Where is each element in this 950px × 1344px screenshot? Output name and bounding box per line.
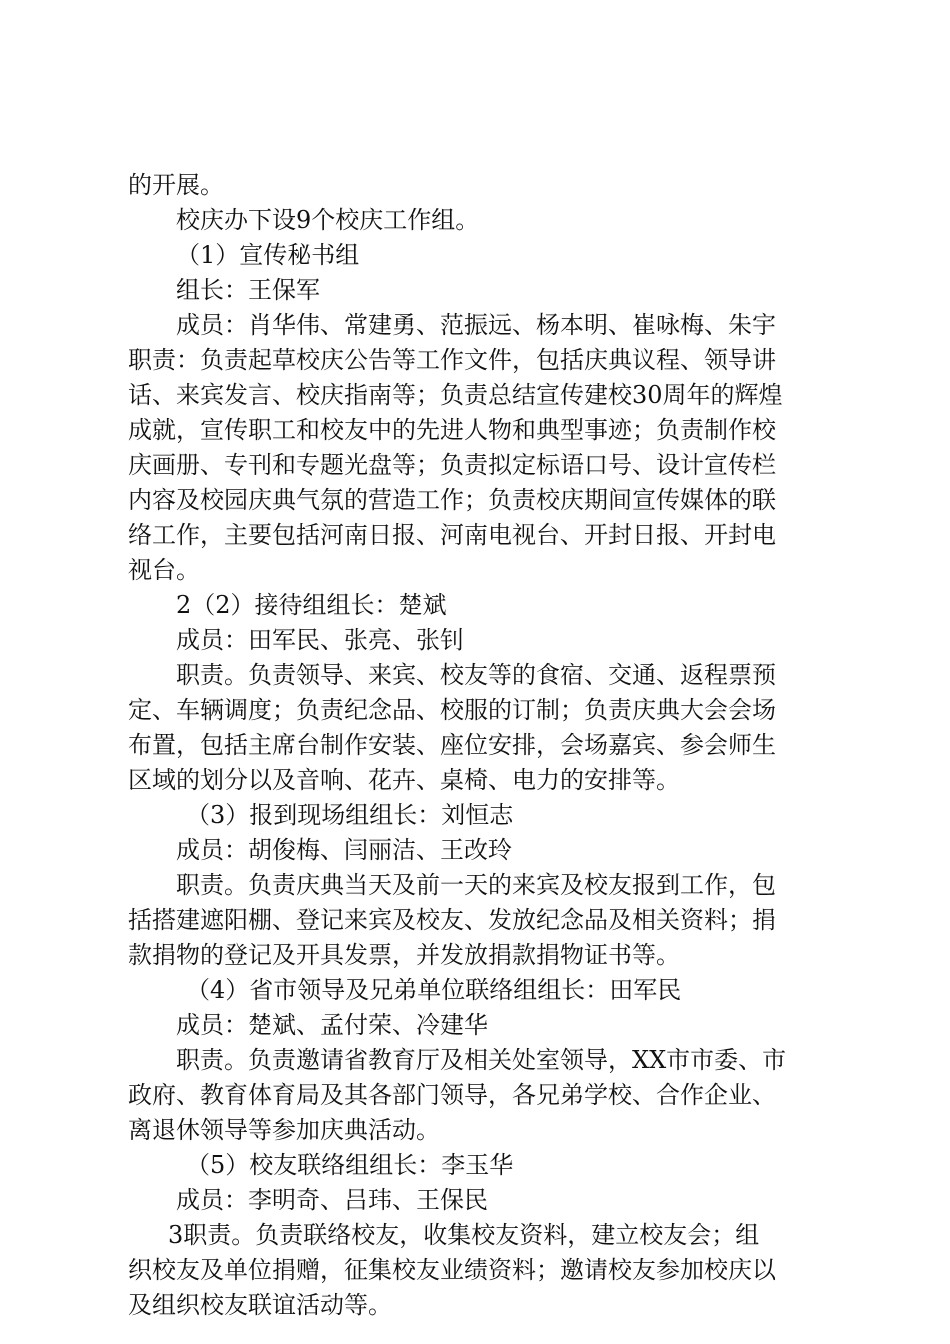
section-heading: 2（2）接待组组长：楚斌 <box>176 591 447 619</box>
text-line: 视台。 <box>128 556 200 584</box>
text-line: 职责：负责起草校庆公告等工作文件，包括庆典议程、领导讲 <box>128 346 776 374</box>
text-line: 的开展。 <box>128 171 224 199</box>
text-line: 络工作，主要包括河南日报、河南电视台、开封日报、开封电 <box>128 521 776 549</box>
text-line: 款捐物的登记及开具发票，并发放捐款捐物证书等。 <box>128 941 680 969</box>
text-line: 话、来宾发言、校庆指南等；负责总结宣传建校30周年的辉煌 <box>128 381 783 409</box>
text-line: 校庆办下设9个校庆工作组。 <box>176 206 480 234</box>
text-line: 成员：田军民、张亮、张钊 <box>176 626 464 654</box>
text-line: 庆画册、专刊和专题光盘等；负责拟定标语口号、设计宣传栏 <box>128 451 776 479</box>
document-page <box>128 168 828 1323</box>
section-heading: （5）校友联络组组长：李玉华 <box>186 1151 514 1179</box>
text-line: 成员：李明奇、吕玮、王保民 <box>176 1186 488 1214</box>
text-line: 成员：楚斌、孟付荣、冷建华 <box>176 1011 488 1039</box>
text-line: 职责。负责领导、来宾、校友等的食宿、交通、返程票预 <box>176 661 776 689</box>
text-line: 成员：肖华伟、常建勇、范振远、杨本明、崔咏梅、朱宇 <box>176 311 776 339</box>
section-heading: （1）宣传秘书组 <box>176 241 360 269</box>
text-line: 成员：胡俊梅、闫丽洁、王改玲 <box>176 836 512 864</box>
text-line: 离退休领导等参加庆典活动。 <box>128 1116 440 1144</box>
text-line: 区域的划分以及音响、花卉、桌椅、电力的安排等。 <box>128 766 680 794</box>
text-line: 织校友及单位捐赠，征集校友业绩资料；邀请校友参加校庆以 <box>128 1256 776 1284</box>
text-line: 及组织校友联谊活动等。 <box>128 1291 392 1319</box>
text-line: 职责。负责邀请省教育厅及相关处室领导，XX市市委、市 <box>176 1046 787 1074</box>
text-line: 政府、教育体育局及其各部门领导，各兄弟学校、合作企业、 <box>128 1081 776 1109</box>
text-line: 成就，宣传职工和校友中的先进人物和典型事迹；负责制作校 <box>128 416 776 444</box>
section-heading: （3）报到现场组组长：刘恒志 <box>186 801 514 829</box>
section-heading: （4）省市领导及兄弟单位联络组组长：田军民 <box>186 976 682 1004</box>
text-line: 3职责。负责联络校友，收集校友资料，建立校友会；组 <box>168 1221 760 1249</box>
text-line: 布置，包括主席台制作安装、座位安排，会场嘉宾、参会师生 <box>128 731 776 759</box>
text-line: 括搭建遮阳棚、登记来宾及校友、发放纪念品及相关资料；捐 <box>128 906 776 934</box>
text-line: 职责。负责庆典当天及前一天的来宾及校友报到工作，包 <box>176 871 776 899</box>
text-line: 组长：王保军 <box>176 276 320 304</box>
text-line: 内容及校园庆典气氛的营造工作；负责校庆期间宣传媒体的联 <box>128 486 776 514</box>
text-line: 定、车辆调度；负责纪念品、校服的订制；负责庆典大会会场 <box>128 696 776 724</box>
